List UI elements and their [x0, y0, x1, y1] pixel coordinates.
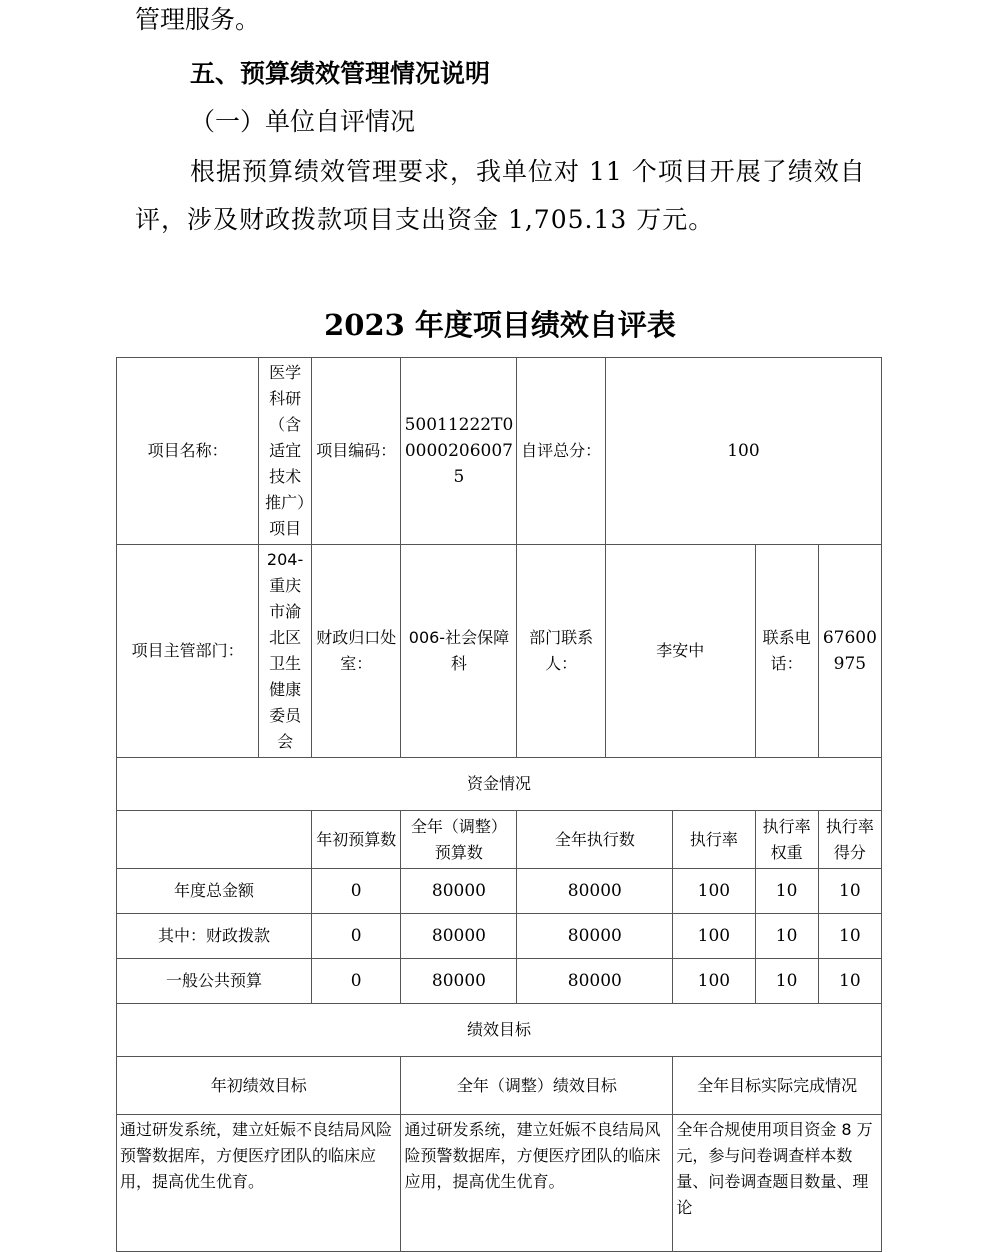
contact-label: 部门联系人：: [517, 545, 606, 758]
department-row: [117, 545, 882, 758]
col-header-exec-rate: 执行率: [673, 811, 755, 869]
cell-value: 100: [673, 869, 755, 914]
row-label: 一般公共预算: [117, 959, 312, 1004]
col-header-actual: 全年目标实际完成情况: [673, 1057, 882, 1115]
performance-section-header: 绩效目标: [117, 1004, 882, 1057]
table-row: [117, 869, 882, 914]
project-code-value: 50011222T000002060075: [401, 358, 517, 545]
body-text-line-2: 评，涉及财政拨款项目支出资金 1,705.13 万元。: [135, 205, 715, 234]
row-label: 年度总金额: [117, 869, 312, 914]
funds-section-header: 资金情况: [117, 758, 882, 811]
phone-value: 67600975: [818, 545, 881, 758]
cell-value: 80000: [401, 959, 517, 1004]
project-code-label: 项目编码：: [311, 358, 401, 545]
cell-value: 0: [311, 869, 401, 914]
finance-office-value: 006-社会保障科: [401, 545, 517, 758]
self-score-label: 自评总分：: [517, 358, 606, 545]
cell-value: 0: [311, 959, 401, 1004]
project-name-value: 医学科研（含适宜技术推广）项目: [259, 358, 312, 545]
cell-value: 80000: [517, 959, 673, 1004]
contact-value: 李安中: [605, 545, 755, 758]
subsection-heading: （一）单位自评情况: [190, 107, 416, 136]
cell-value: 0: [311, 914, 401, 959]
finance-office-label: 财政归口处室：: [311, 545, 401, 758]
body-text-line-1: 根据预算绩效管理要求，我单位对 11 个项目开展了绩效自: [190, 157, 866, 186]
col-header-initial-target: 年初绩效目标: [117, 1057, 401, 1115]
self-evaluation-table: [116, 357, 882, 1252]
performance-content-row: [117, 1115, 882, 1252]
cell-value: 10: [818, 869, 881, 914]
col-header-exec-rate-weight: 执行率权重: [755, 811, 818, 869]
cell-value: 10: [755, 959, 818, 1004]
phone-label: 联系电话：: [755, 545, 818, 758]
project-info-row: [117, 358, 882, 545]
col-header-adjusted-target: 全年（调整）绩效目标: [401, 1057, 673, 1115]
paragraph-fragment: 管理服务。: [135, 5, 261, 34]
initial-target-text: 通过研发系统，建立妊娠不良结局风险预警数据库，方便医疗团队的临床应用，提高优生优育。: [117, 1115, 401, 1252]
project-name-label: 项目名称：: [117, 358, 259, 545]
adjusted-target-text: 通过研发系统，建立妊娠不良结局风险预警数据库，方便医疗团队的临床应用，提高优生优育。: [401, 1115, 673, 1252]
dept-label: 项目主管部门：: [117, 545, 259, 758]
funds-header-blank: [117, 811, 312, 869]
cell-value: 80000: [401, 914, 517, 959]
cell-value: 80000: [517, 914, 673, 959]
cell-value: 100: [673, 914, 755, 959]
col-header-executed: 全年执行数: [517, 811, 673, 869]
cell-value: 100: [673, 959, 755, 1004]
col-header-initial-budget: 年初预算数: [311, 811, 401, 869]
cell-value: 10: [755, 869, 818, 914]
cell-value: 10: [818, 959, 881, 1004]
col-header-exec-rate-score: 执行率得分: [818, 811, 881, 869]
self-score-value: 100: [605, 358, 881, 545]
performance-header-row: [117, 1057, 882, 1115]
dept-value: 204-重庆市渝北区卫生健康委员会: [259, 545, 312, 758]
section-heading: 五、预算绩效管理情况说明: [190, 59, 491, 88]
col-header-adjusted-budget: 全年（调整）预算数: [401, 811, 517, 869]
cell-value: 80000: [517, 869, 673, 914]
funds-header-row: [117, 811, 882, 869]
cell-value: 10: [818, 914, 881, 959]
cell-value: 80000: [401, 869, 517, 914]
cell-value: 10: [755, 914, 818, 959]
table-title: 2023 年度项目绩效自评表: [324, 308, 676, 342]
table-row: [117, 914, 882, 959]
table-row: [117, 959, 882, 1004]
row-label: 其中：财政拨款: [117, 914, 312, 959]
actual-completion-text: 全年合规使用项目资金 8 万元，参与问卷调查样本数量、问卷调查题目数量、理论: [673, 1115, 882, 1252]
